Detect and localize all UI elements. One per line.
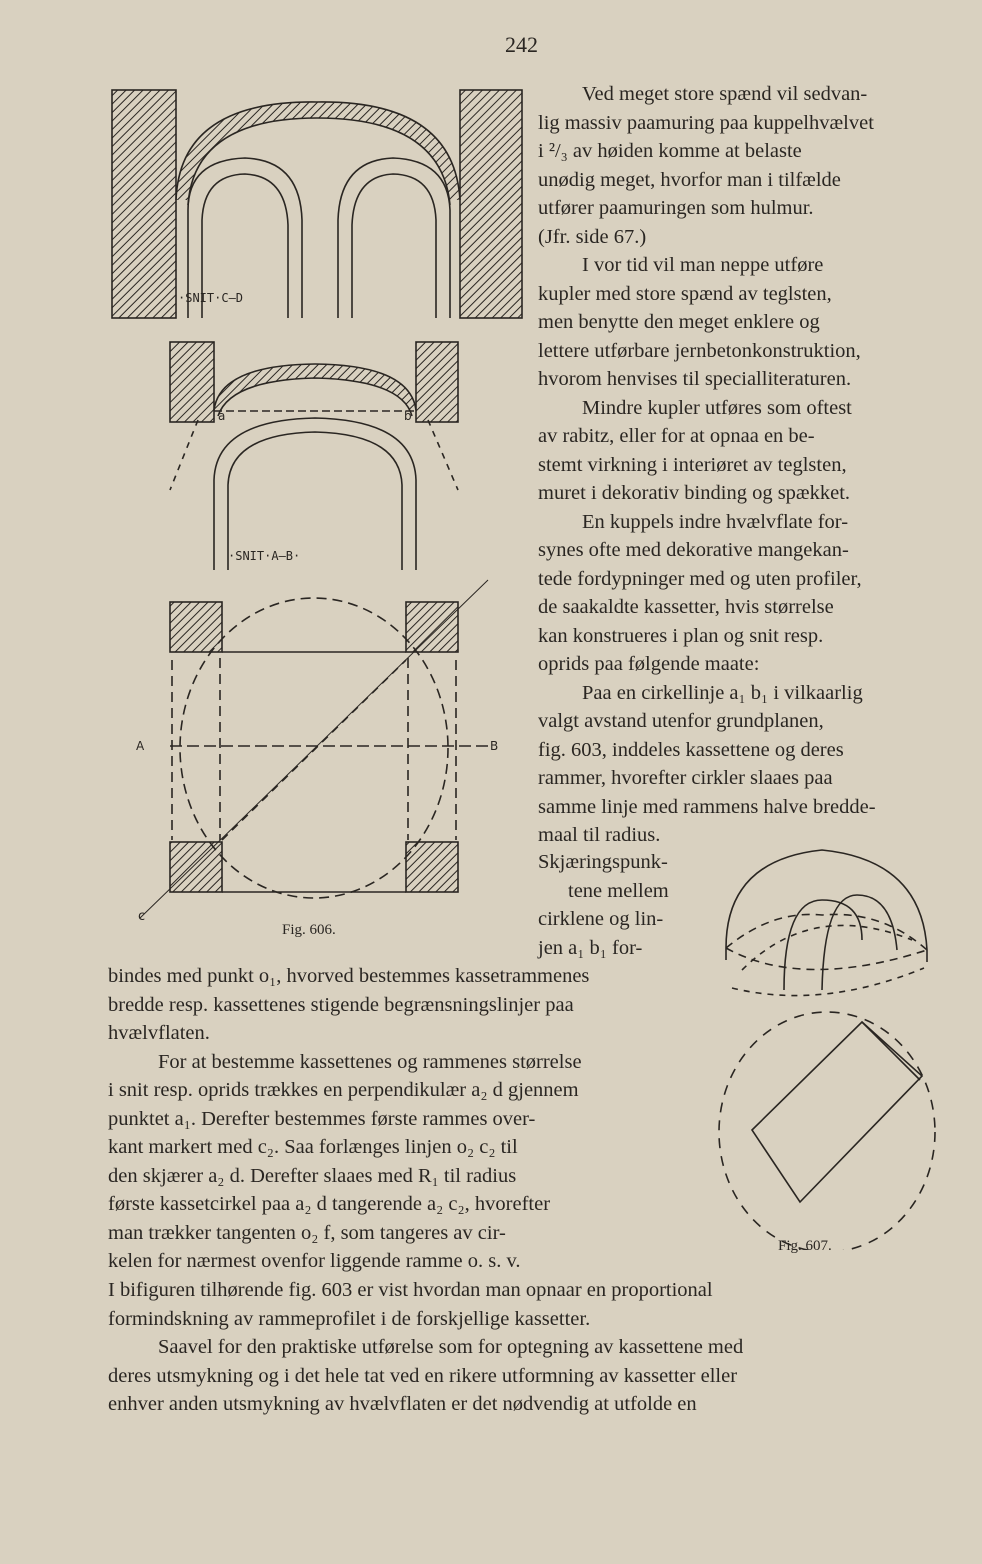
text-line: i ²/₃ av høiden komme at belaste	[538, 140, 802, 162]
paragraph-7-wide	[108, 1276, 932, 1419]
section-a-b	[170, 342, 458, 570]
text-line: Mindre kupler utføres som oftest	[582, 396, 852, 419]
paragraph-6-cont	[108, 962, 692, 1276]
text-line: punktet a₁. Derefter bestemmes første rammes over-	[108, 1107, 536, 1130]
text-line: første kassetcirkel paa a₂ d tangerende a₂ c₂, hvorefter	[108, 1193, 551, 1215]
paragraph-6-start	[538, 848, 713, 962]
text-line: kant markert med c₂. Saa forlænges linjen o₂ c₂ til	[108, 1136, 518, 1158]
text-line: unødig meget, hvorfor man i tilfælde	[538, 168, 841, 191]
text-line: bindes med punkt o₁, hvorved bestemmes kassetrammenes	[108, 965, 590, 987]
label-B: B	[490, 739, 499, 753]
label-c: c	[138, 909, 146, 924]
text-line: hvælvflaten.	[108, 1022, 210, 1044]
text-line: kan konstrueres i plan og snit resp.	[538, 624, 824, 647]
text-line: utfører paamuringen som hulmur.	[538, 197, 814, 219]
text-line: lig massiv paamuring paa kuppelhvælvet	[538, 111, 874, 134]
text-line: tene mellem	[568, 879, 669, 902]
label-snit-ab: ·SNIT·A–B·	[228, 549, 301, 563]
plan-view	[140, 580, 488, 918]
text-line: de saakaldte kassetter, hvis størrelse	[538, 596, 834, 618]
text-line: maal til radius.	[538, 824, 661, 846]
figure-606	[110, 80, 530, 940]
text-line: cirklene og lin-	[538, 908, 664, 930]
fig-607-caption: Fig. 607.	[778, 1238, 832, 1254]
text-line: rammer, hvorefter cirkler slaaes paa	[538, 767, 833, 789]
text-line: fig. 603, inddeles kassettene og deres	[538, 738, 844, 761]
page-number: 242	[505, 32, 538, 57]
text-line: lettere utførbare jernbetonkonstruktion,	[538, 339, 861, 362]
text-line: Saavel for den praktiske utførelse som for optegning av kassettene med	[158, 1336, 744, 1358]
text-line: man trækker tangenten o₂ f, som tangeres av cir-	[108, 1221, 506, 1244]
text-line: tede fordypninger med og uten profiler,	[538, 567, 862, 590]
text-line: Ved meget store spænd vil sedvan-	[582, 83, 868, 105]
text-line: En kuppels indre hvælvflate for-	[582, 510, 849, 533]
text-line: bredde resp. kassettenes stigende begrænsningslinjer paa	[108, 993, 574, 1016]
text-line: valgt avstand utenfor grundplanen,	[538, 710, 824, 732]
text-line: kelen for nærmest ovenfor liggende ramme o. s. v.	[108, 1250, 521, 1272]
text-line: hvorom henvises til specialliteraturen.	[538, 368, 852, 390]
label-a: a	[218, 409, 226, 423]
text-line: den skjærer a₂ d. Derefter slaaes med R₁ til radius	[108, 1164, 517, 1187]
text-line: For at bestemme kassettenes og rammenes størrelse	[158, 1050, 582, 1073]
text-line: kupler med store spænd av teglsten,	[538, 282, 832, 305]
paragraph-1	[538, 80, 933, 850]
label-b: b	[404, 409, 412, 423]
text-line: enhver anden utsmykning av hvælvflaten er det nødvendig at utfolde en	[108, 1393, 697, 1415]
text-line: I vor tid vil man neppe utføre	[582, 254, 824, 276]
text-line: oprids paa følgende maate:	[538, 653, 760, 675]
text-line: Paa en cirkellinje a₁ b₁ i vilkaarlig	[582, 681, 863, 704]
text-line: muret i dekorativ binding og spækket.	[538, 482, 851, 504]
text-line: men benytte den meget enklere og	[538, 311, 820, 333]
text-line: synes ofte med dekorative mangekan-	[538, 539, 849, 561]
fig-606-caption: Fig. 606.	[282, 922, 336, 938]
text-line: stemt virkning i interiøret av teglsten,	[538, 453, 847, 476]
text-line: av rabitz, eller for at opnaa en be-	[538, 425, 815, 447]
text-line: Skjæringspunk-	[538, 851, 668, 873]
section-c-d	[112, 90, 522, 318]
text-line: i snit resp. oprids trækkes en perpendikulær a₂ d gjennem	[108, 1079, 579, 1101]
text-line: I bifiguren tilhørende fig. 603 er vist hvordan man opnaar en proportional	[108, 1279, 713, 1301]
figure-607	[712, 840, 942, 1250]
text-line: (Jfr. side 67.)	[538, 225, 647, 248]
text-line: samme linje med rammens halve bredde-	[538, 795, 876, 818]
label-A: A	[136, 739, 145, 753]
text-line: deres utsmykning og i det hele tat ved en rikere utformning av kassetter eller	[108, 1364, 738, 1387]
label-snit-cd: ·SNIT·C–D	[178, 291, 244, 305]
text-line: formindskning av rammeprofilet i de forskjellige kassetter.	[108, 1307, 591, 1330]
text-line: jen a₁ b₁ for-	[538, 936, 643, 959]
